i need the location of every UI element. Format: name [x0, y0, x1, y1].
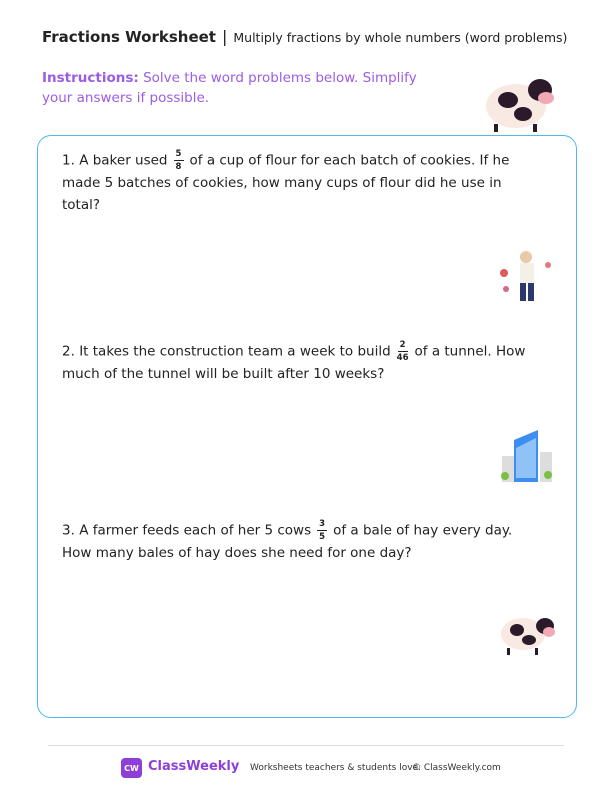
- question-text: of a tunnel. How much of the tunnel will be built after 10 weeks?: [62, 343, 526, 382]
- copyright: © ClassWeekly.com: [412, 763, 501, 773]
- brand-name[interactable]: ClassWeekly: [148, 759, 240, 774]
- numerator: 5: [175, 149, 182, 159]
- denominator: 5: [319, 532, 326, 542]
- cow-illustration: [497, 610, 557, 658]
- question-2: [62, 340, 542, 385]
- fraction: [397, 340, 409, 363]
- question-text: A farmer feeds each of her 5 cows: [79, 522, 312, 539]
- separator: |: [221, 27, 228, 46]
- question-text: of a bale of hay every day. How many bales of hay does she need for one day?: [62, 522, 513, 561]
- instructions: [42, 68, 432, 108]
- fraction: [174, 149, 184, 172]
- question-number: 1.: [62, 152, 75, 169]
- fraction: [317, 519, 327, 542]
- question-1: [62, 149, 542, 216]
- cow-illustration: [478, 72, 558, 134]
- subtitle: Multiply fractions by whole numbers (word problems): [233, 30, 568, 45]
- denominator: 46: [396, 353, 409, 363]
- question-text: It takes the construction team a week to build: [79, 343, 391, 360]
- questions-box: [37, 135, 577, 718]
- classweekly-logo[interactable]: CW: [121, 758, 142, 778]
- title: Fractions Worksheet: [42, 28, 216, 46]
- question-text: A baker used: [79, 152, 168, 169]
- instructions-text: Solve the word problems below. Simplify your answers if possible.: [42, 70, 417, 106]
- building-illustration: [500, 428, 554, 484]
- worksheet-title: [42, 27, 567, 46]
- footer-divider: [48, 745, 564, 746]
- numerator: 2: [399, 340, 406, 350]
- numerator: 3: [319, 519, 326, 529]
- denominator: 8: [175, 162, 182, 172]
- tagline: Worksheets teachers & students love.: [250, 763, 421, 773]
- question-text: of a cup of flour for each batch of cookies. If he made 5 batches of cookies, how many cups of flour did he use in total?: [62, 152, 510, 213]
- question-3: [62, 519, 542, 564]
- question-number: 3.: [62, 522, 75, 539]
- instructions-label: Instructions:: [42, 70, 139, 86]
- baker-illustration: [496, 245, 556, 305]
- question-number: 2.: [62, 343, 75, 360]
